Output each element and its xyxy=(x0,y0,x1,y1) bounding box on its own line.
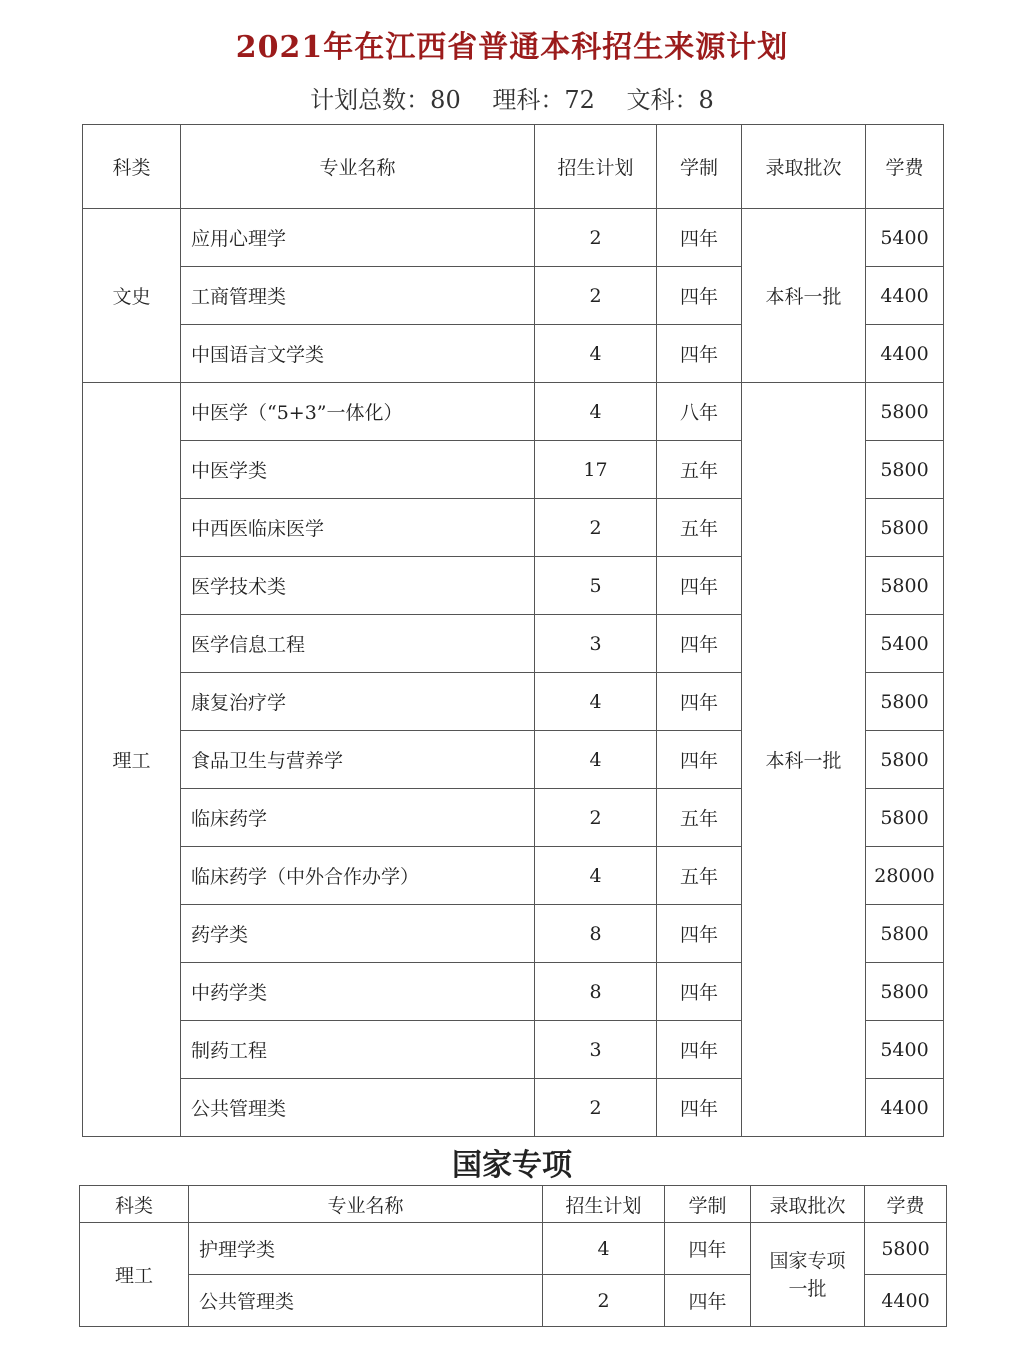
table-body xyxy=(80,1223,947,1327)
header-fee: 学费 xyxy=(865,1186,947,1223)
summary-science: 理科：72 xyxy=(492,86,595,114)
major-name-cell: 中西医临床医学 xyxy=(181,499,535,557)
table-row xyxy=(80,1223,947,1275)
header-years: 学制 xyxy=(665,1186,751,1223)
plan-count-cell: 4 xyxy=(535,731,657,789)
plan-count-cell: 4 xyxy=(535,383,657,441)
batch-cell: 本科一批 xyxy=(742,209,866,383)
fee-cell: 5800 xyxy=(866,905,944,963)
fee-cell: 4400 xyxy=(865,1275,947,1327)
major-name-cell: 食品卫生与营养学 xyxy=(181,731,535,789)
plan-count-cell: 4 xyxy=(543,1223,665,1275)
fee-cell: 5800 xyxy=(866,963,944,1021)
major-name-cell: 医学信息工程 xyxy=(181,615,535,673)
years-cell: 四年 xyxy=(657,905,742,963)
fee-cell: 4400 xyxy=(866,325,944,383)
fee-cell: 5800 xyxy=(866,673,944,731)
major-name-cell: 中医学（“5+3”一体化） xyxy=(181,383,535,441)
major-name-cell: 护理学类 xyxy=(189,1223,543,1275)
fee-cell: 28000 xyxy=(866,847,944,905)
table-row xyxy=(83,383,944,441)
major-name-cell: 中医学类 xyxy=(181,441,535,499)
fee-cell: 5400 xyxy=(866,615,944,673)
plan-count-cell: 5 xyxy=(535,557,657,615)
header-category: 科类 xyxy=(80,1186,189,1223)
category-cell: 理工 xyxy=(80,1223,189,1327)
years-cell: 四年 xyxy=(657,673,742,731)
enrollment-plan-table xyxy=(82,124,944,1137)
years-cell: 五年 xyxy=(657,789,742,847)
summary-total: 计划总数：80 xyxy=(310,86,461,114)
plan-count-cell: 17 xyxy=(535,441,657,499)
plan-count-cell: 4 xyxy=(535,847,657,905)
major-name-cell: 中药学类 xyxy=(181,963,535,1021)
plan-count-cell: 3 xyxy=(535,615,657,673)
major-name-cell: 公共管理类 xyxy=(189,1275,543,1327)
header-fee: 学费 xyxy=(866,125,944,209)
table-header-row xyxy=(80,1186,947,1223)
fee-cell: 5800 xyxy=(866,441,944,499)
batch-cell: 国家专项一批 xyxy=(751,1223,865,1327)
plan-count-cell: 2 xyxy=(535,209,657,267)
plan-count-cell: 8 xyxy=(535,905,657,963)
page-title: 2021年在江西省普通本科招生来源计划 xyxy=(235,30,789,65)
years-cell: 四年 xyxy=(657,963,742,1021)
header-major: 专业名称 xyxy=(181,125,535,209)
fee-cell: 5800 xyxy=(866,731,944,789)
header-category: 科类 xyxy=(83,125,181,209)
header-batch: 录取批次 xyxy=(742,125,866,209)
plan-count-cell: 4 xyxy=(535,325,657,383)
years-cell: 四年 xyxy=(657,557,742,615)
fee-cell: 4400 xyxy=(866,1079,944,1137)
summary-arts: 文科：8 xyxy=(626,86,714,114)
years-cell: 八年 xyxy=(657,383,742,441)
fee-cell: 5400 xyxy=(866,1021,944,1079)
major-name-cell: 公共管理类 xyxy=(181,1079,535,1137)
header-major: 专业名称 xyxy=(189,1186,543,1223)
major-name-cell: 工商管理类 xyxy=(181,267,535,325)
special-title: 国家专项 xyxy=(452,1148,572,1183)
major-name-cell: 药学类 xyxy=(181,905,535,963)
table-header-row xyxy=(83,125,944,209)
major-name-cell: 医学技术类 xyxy=(181,557,535,615)
years-cell: 五年 xyxy=(657,499,742,557)
header-years: 学制 xyxy=(657,125,742,209)
years-cell: 四年 xyxy=(657,267,742,325)
years-cell: 四年 xyxy=(657,1079,742,1137)
plan-count-cell: 2 xyxy=(535,789,657,847)
major-name-cell: 临床药学 xyxy=(181,789,535,847)
plan-count-cell: 3 xyxy=(535,1021,657,1079)
major-name-cell: 临床药学（中外合作办学） xyxy=(181,847,535,905)
years-cell: 四年 xyxy=(657,615,742,673)
years-cell: 五年 xyxy=(657,441,742,499)
fee-cell: 5800 xyxy=(866,557,944,615)
plan-count-cell: 8 xyxy=(535,963,657,1021)
header-plan: 招生计划 xyxy=(543,1186,665,1223)
major-name-cell: 制药工程 xyxy=(181,1021,535,1079)
years-cell: 四年 xyxy=(665,1223,751,1275)
years-cell: 四年 xyxy=(657,1021,742,1079)
category-cell: 文史 xyxy=(83,209,181,383)
years-cell: 四年 xyxy=(665,1275,751,1327)
years-cell: 四年 xyxy=(657,325,742,383)
major-name-cell: 应用心理学 xyxy=(181,209,535,267)
plan-summary xyxy=(0,80,1024,115)
header-plan: 招生计划 xyxy=(535,125,657,209)
plan-count-cell: 2 xyxy=(535,1079,657,1137)
fee-cell: 5800 xyxy=(866,789,944,847)
special-plan-table xyxy=(79,1185,947,1327)
years-cell: 四年 xyxy=(657,731,742,789)
table-row xyxy=(83,209,944,267)
years-cell: 四年 xyxy=(657,209,742,267)
category-cell: 理工 xyxy=(83,383,181,1137)
major-name-cell: 中国语言文学类 xyxy=(181,325,535,383)
fee-cell: 5400 xyxy=(866,209,944,267)
fee-cell: 5800 xyxy=(865,1223,947,1275)
plan-count-cell: 2 xyxy=(535,499,657,557)
fee-cell: 5800 xyxy=(866,499,944,557)
plan-count-cell: 4 xyxy=(535,673,657,731)
plan-count-cell: 2 xyxy=(535,267,657,325)
header-batch: 录取批次 xyxy=(751,1186,865,1223)
fee-cell: 4400 xyxy=(866,267,944,325)
batch-cell: 本科一批 xyxy=(742,383,866,1137)
years-cell: 五年 xyxy=(657,847,742,905)
plan-count-cell: 2 xyxy=(543,1275,665,1327)
fee-cell: 5800 xyxy=(866,383,944,441)
major-name-cell: 康复治疗学 xyxy=(181,673,535,731)
table-body xyxy=(83,209,944,1137)
